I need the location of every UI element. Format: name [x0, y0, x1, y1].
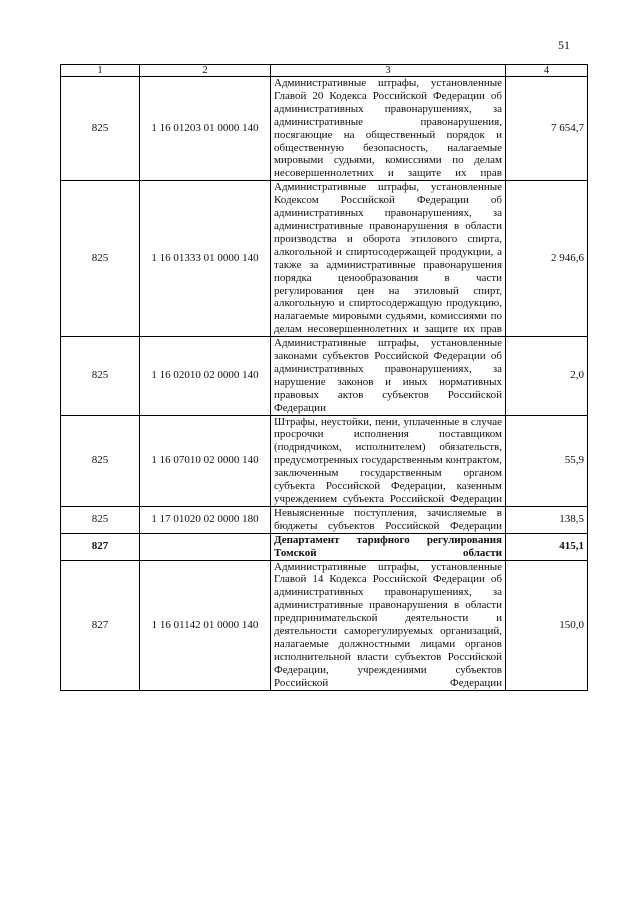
amount-cell: 415,1 — [506, 533, 588, 560]
table-row — [61, 337, 588, 415]
admin-code-cell: 827 — [61, 533, 140, 560]
admin-code-cell: 825 — [61, 506, 140, 533]
page-number: 51 — [558, 38, 570, 52]
table-row — [61, 506, 588, 533]
admin-code-cell: 827 — [61, 560, 140, 690]
amount-cell: 2 946,6 — [506, 181, 588, 337]
description-cell: Административные штрафы, установленные Главой 20 Кодекса Российской Федерации об административных правонарушениях, за административные правонарушения, посягающие на общественный порядок и общественную безопасность, налагаемые мировыми судьями, комиссиями по делам несовершеннолетних и защите их прав — [271, 77, 506, 181]
table-row — [61, 533, 588, 560]
table-row — [61, 560, 588, 690]
revenue-code-cell: 1 16 02010 02 0000 140 — [140, 337, 271, 415]
admin-code-cell: 825 — [61, 77, 140, 181]
budget-revenue-table — [60, 64, 588, 691]
amount-cell: 55,9 — [506, 415, 588, 506]
admin-code-cell: 825 — [61, 415, 140, 506]
column-header-4: 4 — [506, 65, 588, 77]
description-cell: Административные штрафы, установленные Кодексом Российской Федерации об административных правонарушениях, за административные правонарушения в области производства и оборота этилового спирта, алкогольной и спиртосодержащей продукции, а также за административные правонарушения порядка ценообразования в части регулирования цен на этиловый спирт, алкогольную и спиртосодержащую продукцию, налагаемые мировыми судьями, комиссиями по делам несовершеннолетних и защите их прав — [271, 181, 506, 337]
description-cell: Административные штрафы, установленные законами субъектов Российской Федерации об административных правонарушениях, за нарушение законов и иных нормативных правовых актов субъектов Российской Федерации — [271, 337, 506, 415]
amount-cell: 2,0 — [506, 337, 588, 415]
revenue-code-cell: 1 16 07010 02 0000 140 — [140, 415, 271, 506]
revenue-code-cell: 1 16 01333 01 0000 140 — [140, 181, 271, 337]
revenue-code-cell — [140, 533, 271, 560]
amount-cell: 150,0 — [506, 560, 588, 690]
revenue-code-cell: 1 16 01142 01 0000 140 — [140, 560, 271, 690]
description-cell: Департамент тарифного регулирования Томской области — [271, 533, 506, 560]
table-row — [61, 415, 588, 506]
table-row — [61, 77, 588, 181]
revenue-code-cell: 1 16 01203 01 0000 140 — [140, 77, 271, 181]
amount-cell: 7 654,7 — [506, 77, 588, 181]
admin-code-cell: 825 — [61, 181, 140, 337]
description-cell: Невыясненные поступления, зачисляемые в бюджеты субъектов Российской Федерации — [271, 506, 506, 533]
table-row — [61, 181, 588, 337]
column-header-1: 1 — [61, 65, 140, 77]
description-cell: Штрафы, неустойки, пени, уплаченные в случае просрочки исполнения поставщиком (подрядчиком, исполнителем) обязательств, предусмотренных государственным контрактом, заключенным государственным органом субъекта Российской Федерации, казенным учреждением субъекта Российской Федерации — [271, 415, 506, 506]
column-header-3: 3 — [271, 65, 506, 77]
table-header-row — [61, 65, 588, 77]
amount-cell: 138,5 — [506, 506, 588, 533]
revenue-code-cell: 1 17 01020 02 0000 180 — [140, 506, 271, 533]
column-header-2: 2 — [140, 65, 271, 77]
description-cell: Административные штрафы, установленные Главой 14 Кодекса Российской Федерации об административных правонарушениях, за административные правонарушения в области предпринимательской деятельности и деятельности саморегулируемых организаций, налагаемые должностными лицами органов исполнительной власти субъектов Российской Федерации, учреждениями субъектов Российской Федерации — [271, 560, 506, 690]
admin-code-cell: 825 — [61, 337, 140, 415]
